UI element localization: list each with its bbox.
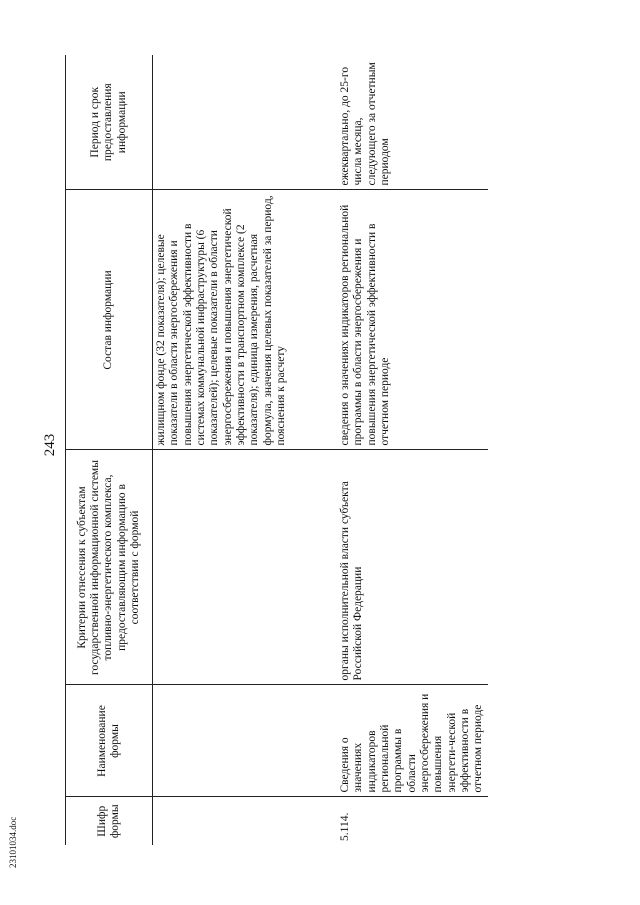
cell-criteria [153,450,338,685]
cell-period [153,55,338,190]
header-code: Шифр формы [66,797,153,845]
cell-code [153,797,338,845]
rotated-page [40,40,580,850]
header-name: Наименование формы [66,685,153,797]
cell-period: ежеквартально, до 25-го числа месяца, следующего за отчетным периодом [339,62,391,186]
header-composition: Состав информации [66,190,153,450]
header-period: Период и срок предоставления информации [66,55,153,190]
cell-name [153,685,338,797]
cell-criteria: органы исполнительной власти субъекта Российской Федерации [337,450,488,685]
table-row [337,55,488,845]
table-header-row [66,55,153,845]
header-criteria: Критерии отнесения к субъектам государственной информационной системы топливно-энергетического комплекса, предоставляющим информацию в соответствии с формой [66,450,153,685]
cell-composition: жилищном фонде (32 показателя); целевые показатели в области энергосбережения и повышения энергетической эффективности в системах коммунальной инфраструктуры (6 показателей); целевые показатели в области энергосбережения и повышения энергетической эффективности в транспортном комплексе (2 показателя); единица измерения, расчетная формула, значения целевых показателей за период, пояснения к расчету [153,190,338,450]
document-id: 23101034.doc [8,816,18,868]
forms-table [65,55,488,845]
cell-code: 5.114. [337,797,488,845]
table-row [153,55,338,845]
cell-name: Сведения о значениях индикаторов региональной программы в области энергосбережения и повышения энергети-ческой эффективности в отчетном периоде [337,685,488,797]
page-number: 243 [42,433,58,457]
cell-composition: сведения о значениях индикаторов региональной программы в области энергосбережения и повышения энергетической эффективности в отчетном периоде [337,190,488,450]
